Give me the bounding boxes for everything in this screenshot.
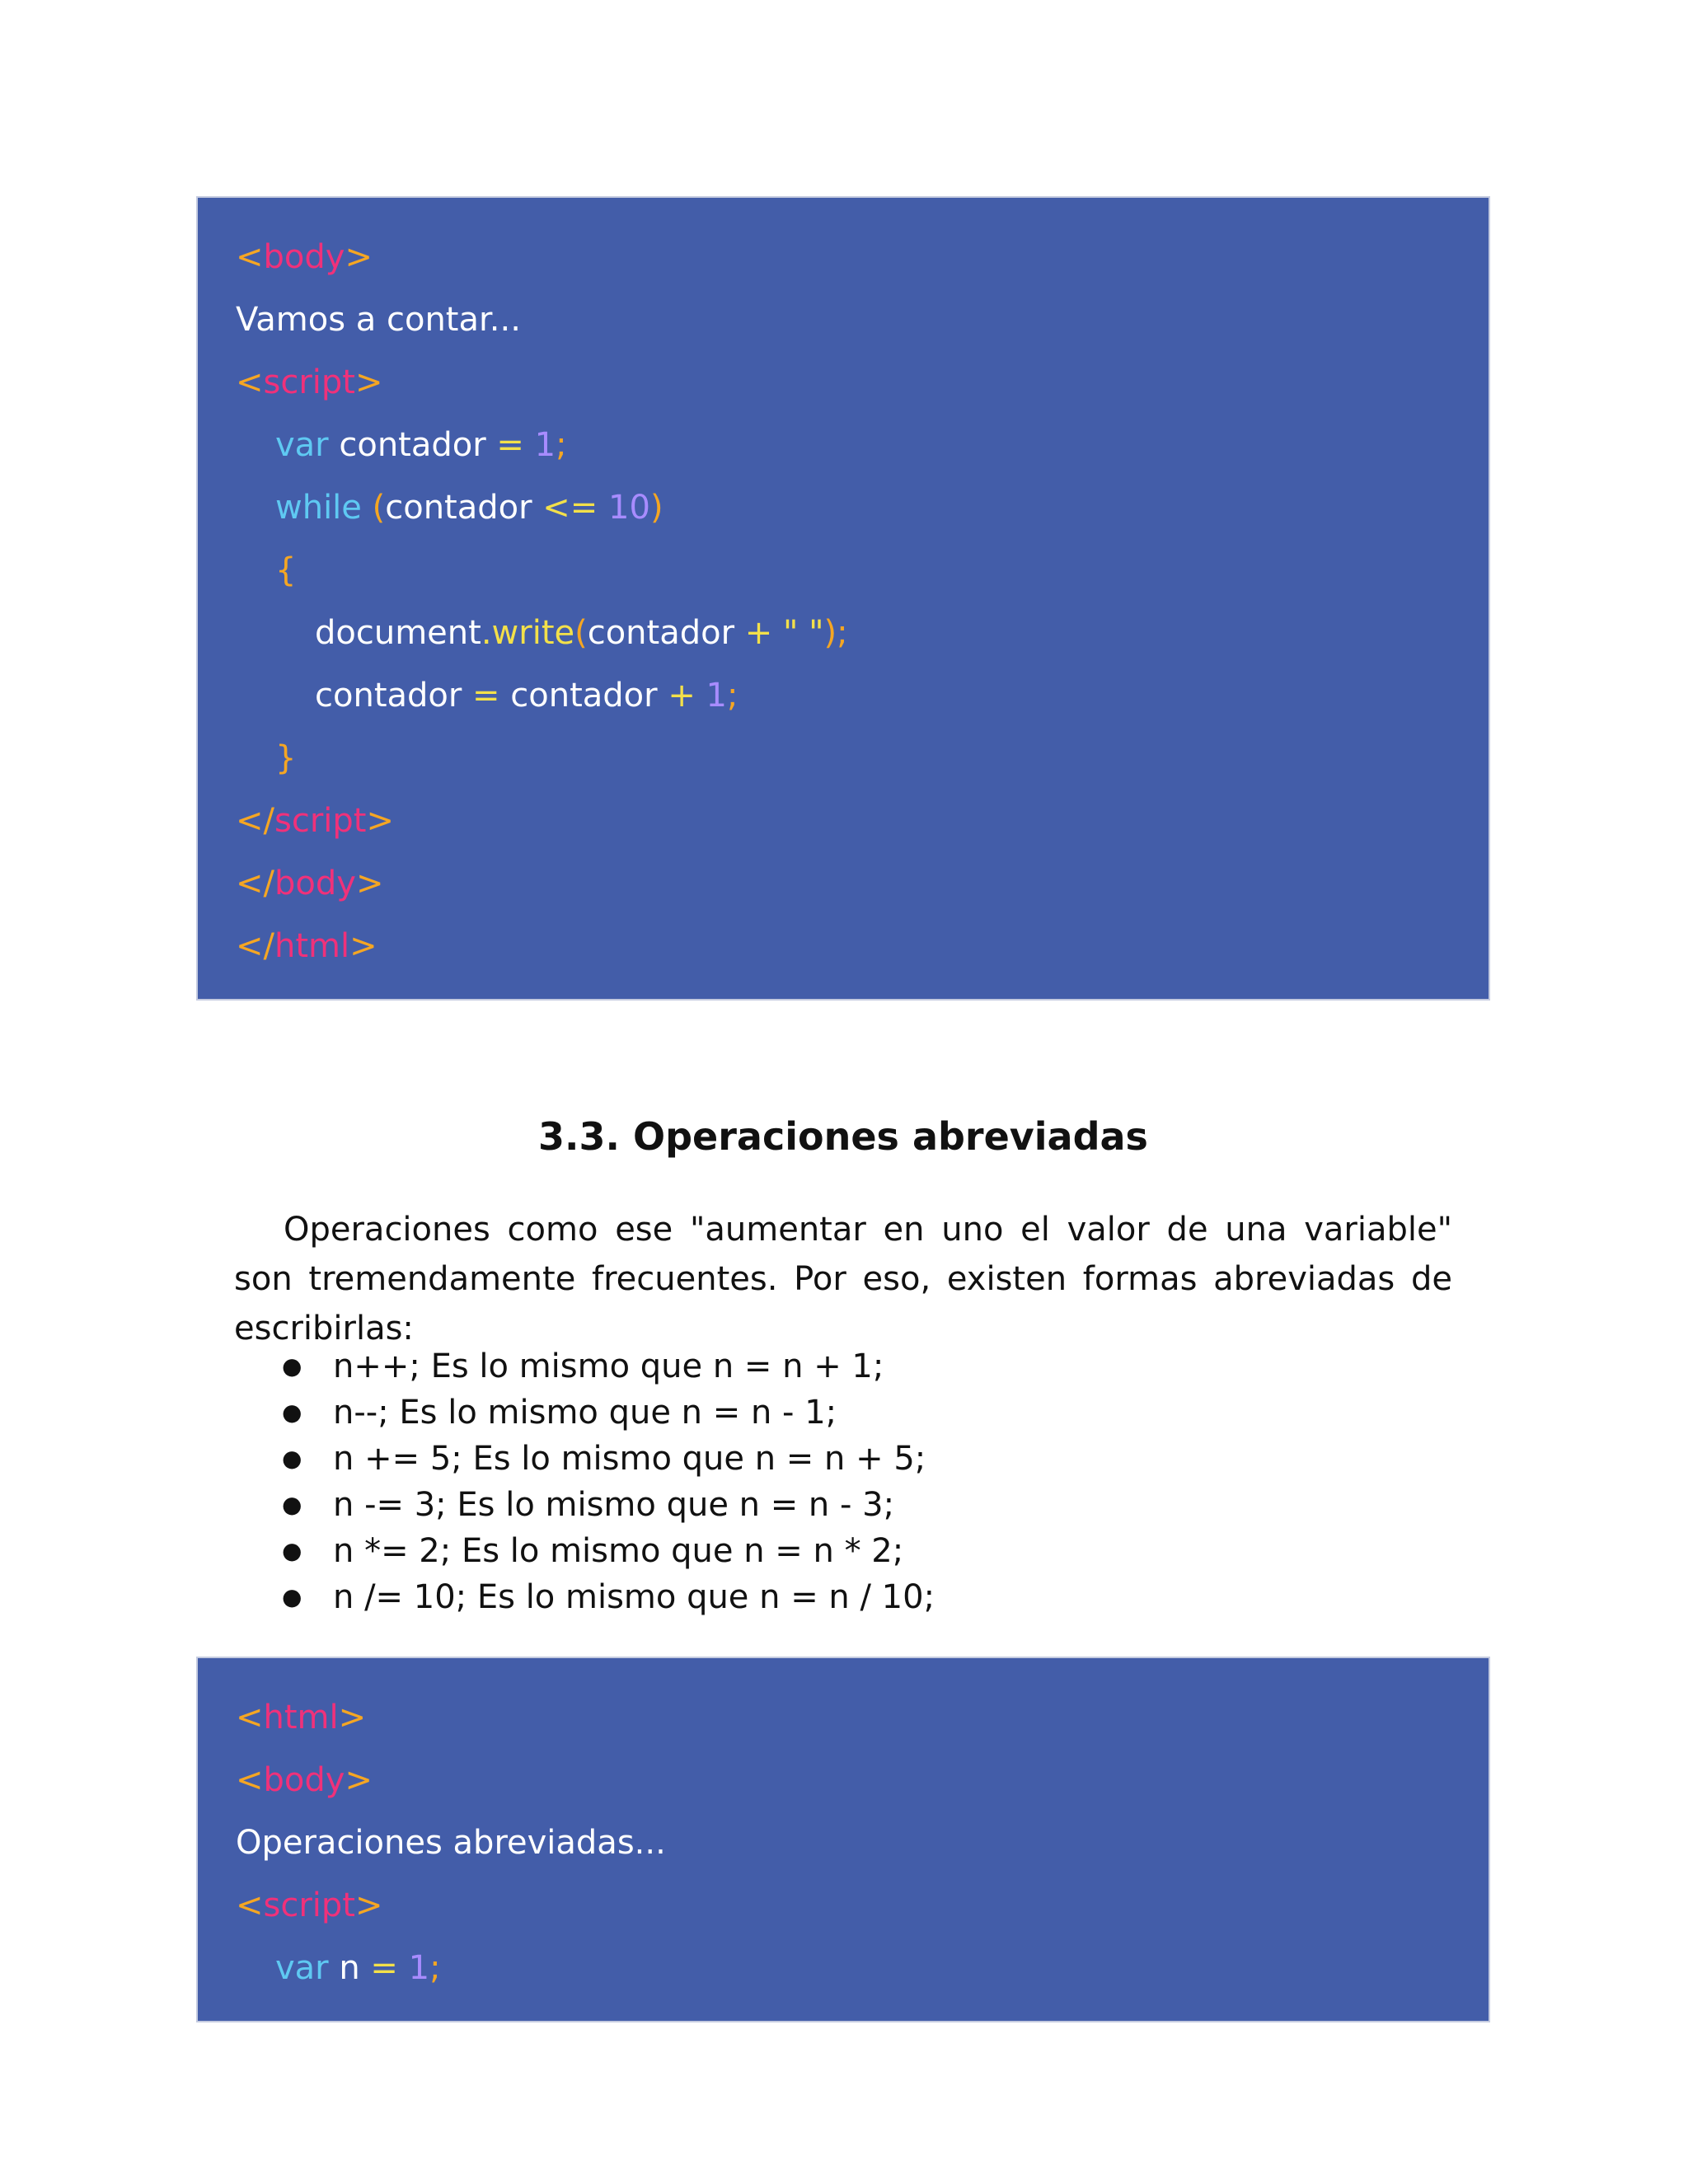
- code-token: contador: [315, 677, 473, 715]
- code-token: =: [496, 426, 524, 464]
- code-token: <: [236, 1761, 264, 1799]
- list-item: [196, 1482, 1490, 1528]
- code-token: Operaciones abreviadas...: [236, 1824, 666, 1862]
- code-token: [598, 489, 608, 527]
- code-token: html: [274, 927, 350, 965]
- code-token: =: [370, 1949, 398, 1987]
- code-line: [236, 1755, 1489, 1818]
- code-token: </: [236, 802, 274, 840]
- code-token: =: [472, 677, 500, 715]
- code-line: [236, 859, 1489, 921]
- code-token: ;: [727, 677, 738, 715]
- code-token: <: [236, 238, 264, 276]
- code-line: [236, 295, 1489, 358]
- code-token: script: [263, 363, 355, 401]
- code-token: </: [236, 865, 274, 902]
- code-token: script: [274, 802, 367, 840]
- list-item: [196, 1436, 1490, 1482]
- code-token: 1: [408, 1949, 430, 1987]
- code-token: body: [274, 865, 356, 902]
- code-token: var: [275, 1949, 329, 1987]
- code-token: body: [263, 238, 345, 276]
- section-paragraph: Operaciones como ese "aumentar en uno el valor de una variable" son tremendamente frecuentes. Por eso, existen formas abreviadas de escribirlas:: [234, 1211, 1452, 1347]
- code-token: [398, 1949, 409, 1987]
- code-token: <: [236, 1886, 264, 1924]
- bullet-icon: ●: [282, 1583, 302, 1610]
- code-token: <: [236, 363, 264, 401]
- code-line: [236, 546, 1489, 608]
- code-token: >: [349, 927, 377, 965]
- code-line: [236, 420, 1489, 483]
- code-token: script: [263, 1886, 355, 1924]
- code-token: </: [236, 927, 274, 965]
- code-token: }: [275, 739, 297, 777]
- code-token: contador: [587, 614, 745, 652]
- list-item: [196, 1574, 1490, 1620]
- code-line: [236, 1693, 1489, 1755]
- code-token: " ": [783, 614, 824, 652]
- code-token: body: [263, 1761, 345, 1799]
- code-token: {: [275, 551, 297, 589]
- code-line: [236, 671, 1489, 733]
- bullet-icon: ●: [282, 1445, 302, 1472]
- code-token: >: [354, 363, 383, 401]
- code-token: contador: [385, 489, 543, 527]
- code-token: >: [355, 865, 384, 902]
- code-line: [236, 358, 1489, 420]
- code-token: document: [315, 614, 481, 652]
- bullet-icon: ●: [282, 1491, 302, 1518]
- code-token: [524, 426, 535, 464]
- list-item-text: n /= 10; Es lo mismo que n = n / 10;: [333, 1578, 935, 1616]
- code-token: );: [823, 614, 848, 652]
- list-item-text: n *= 2; Es lo mismo que n = n * 2;: [333, 1532, 904, 1570]
- code-token: [362, 489, 373, 527]
- bullet-icon: ●: [282, 1399, 302, 1426]
- code-token: <=: [542, 489, 598, 527]
- code-line: [236, 733, 1489, 796]
- code-token: n: [328, 1949, 371, 1987]
- code-token: 1: [706, 677, 727, 715]
- code-token: (: [372, 489, 386, 527]
- code-line: [236, 921, 1489, 984]
- code-token: contador: [499, 677, 668, 715]
- code-line: [236, 796, 1489, 859]
- code-token: +: [668, 677, 696, 715]
- code-block-while-loop: [196, 196, 1490, 1001]
- code-token: [772, 614, 783, 652]
- code-line: [236, 1881, 1489, 1943]
- code-token: >: [345, 238, 373, 276]
- list-item-text: n--; Es lo mismo que n = n - 1;: [333, 1394, 837, 1432]
- code-token: ): [649, 489, 663, 527]
- code-token: (: [574, 614, 588, 652]
- code-token: >: [354, 1886, 383, 1924]
- code-token: [696, 677, 706, 715]
- code-token: ;: [556, 426, 567, 464]
- code-block-shorthand-example: [196, 1657, 1490, 2022]
- bullet-icon: ●: [282, 1537, 302, 1564]
- code-line: [236, 1943, 1489, 2006]
- shorthand-operations-list: [196, 1343, 1490, 1620]
- code-token: +: [744, 614, 773, 652]
- code-token: Vamos a contar...: [236, 301, 521, 339]
- code-token: 10: [608, 489, 650, 527]
- list-item: [196, 1528, 1490, 1574]
- code-line: [236, 608, 1489, 671]
- list-item-text: n -= 3; Es lo mismo que n = n - 3;: [333, 1486, 895, 1524]
- list-item-text: n++; Es lo mismo que n = n + 1;: [333, 1347, 884, 1385]
- code-line: [236, 483, 1489, 546]
- code-token: >: [366, 802, 394, 840]
- section-heading: 3.3. Operaciones abreviadas: [538, 1114, 1148, 1159]
- code-token: 1: [534, 426, 556, 464]
- code-token: var: [275, 426, 329, 464]
- code-line: [236, 232, 1489, 295]
- list-item-text: n += 5; Es lo mismo que n = n + 5;: [333, 1440, 926, 1478]
- list-item: [196, 1343, 1490, 1390]
- code-token: >: [345, 1761, 373, 1799]
- code-token: while: [275, 489, 362, 527]
- code-token: .write: [481, 614, 575, 652]
- code-token: <: [236, 1699, 264, 1736]
- code-line: [236, 1818, 1489, 1881]
- code-token: >: [338, 1699, 367, 1736]
- bullet-icon: ●: [282, 1352, 302, 1380]
- list-item: [196, 1390, 1490, 1436]
- code-token: contador: [328, 426, 497, 464]
- code-token: ;: [429, 1949, 441, 1987]
- code-token: html: [263, 1699, 339, 1736]
